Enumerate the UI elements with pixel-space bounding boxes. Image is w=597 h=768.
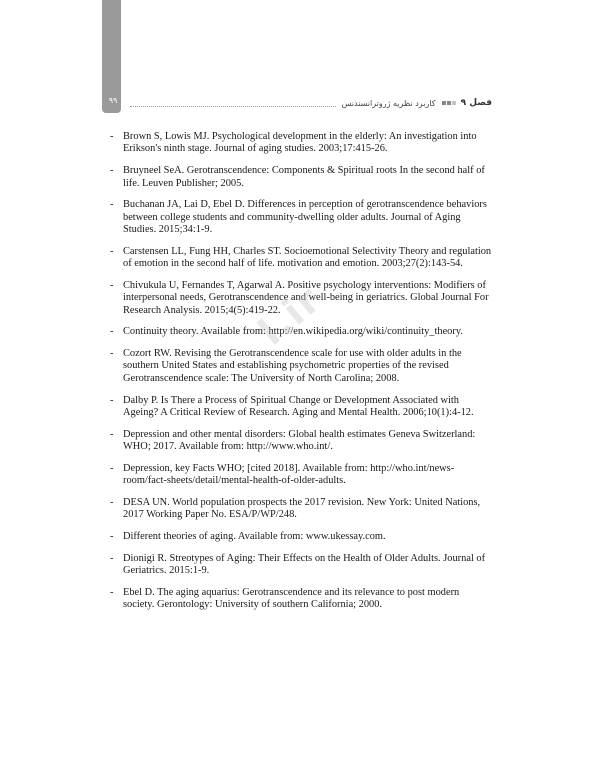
reference-item: [108, 429, 493, 454]
running-title: کاربرد نظریه ژروترانسندنس: [341, 98, 436, 108]
reference-text: DESA UN. World population prospects the 2017 revision. New York: United Nations, 2017 Working Paper No. ESA/P/WP/248.: [123, 496, 481, 521]
reference-item: [108, 531, 493, 543]
reference-text: Different theories of aging. Available from: www.ukessay.com.: [123, 531, 386, 543]
reference-text: Depression and other mental disorders: Global health estimates Geneva Switzerland: WHO; 2017. Available from: http://www.who.int/.: [123, 428, 476, 453]
reference-text: Dalby P. Is There a Process of Spiritual Change or Development Associated with Ageing? A Critical Review of Research. Aging and Mental Health. 2006;10(1):4-12.: [123, 394, 474, 418]
reference-item: [108, 326, 493, 338]
reference-item: [108, 199, 493, 236]
reference-item: [108, 131, 493, 156]
reference-bullet: -: [110, 428, 114, 440]
reference-item: [108, 497, 493, 522]
reference-item: [108, 165, 493, 190]
reference-bullet: -: [110, 131, 114, 142]
reference-text: Chivukula U, Fernandes T, Agarwal A. Positive psychology interventions: Modifiers of interpersonal needs, Gerotranscendence and well-being in geriatrics. Global Journal For Research Analysis. 2015;4(5):419-22.: [123, 279, 489, 316]
header-squares-icon: [441, 101, 456, 105]
reference-text: Buchanan JA, Lai D, Ebel D. Differences in perception of gerotranscendence behaviors between college students and community-dwelling older adults. Journal of Aging Studies. 2015;34:1-9.: [123, 199, 487, 236]
page-number: ۹۹: [108, 96, 118, 105]
reference-bullet: -: [110, 394, 114, 406]
reference-bullet: -: [110, 165, 114, 177]
reference-bullet: -: [110, 586, 114, 598]
reference-bullet: -: [110, 326, 114, 338]
chapter-label: فصل ۹: [460, 98, 492, 108]
reference-text: Brown S, Lowis MJ. Psychological development in the elderly: An investigation into Erikson's ninth stage. Journal of aging studies. 2003;17:415-26.: [123, 131, 477, 155]
reference-bullet: -: [110, 531, 114, 543]
running-header: [130, 95, 492, 111]
reference-item: [108, 587, 493, 612]
reference-item: [108, 463, 493, 488]
reference-bullet: -: [110, 199, 114, 211]
header-dotted-rule: [130, 100, 336, 107]
reference-text: Continuity theory. Available from: http://en.wikipedia.org/wiki/continuity_theory.: [123, 326, 463, 338]
reference-text: Bruyneel SeA. Gerotranscendence: Components & Spiritual roots In the second half of life. Leuven Publisher; 2005.: [123, 165, 485, 189]
reference-bullet: -: [110, 279, 114, 291]
reference-bullet: -: [110, 552, 114, 564]
reference-item: [108, 348, 493, 385]
reference-item: [108, 395, 493, 420]
reference-item: [108, 246, 493, 271]
reference-item: [108, 553, 493, 578]
watermark: l.ir: [250, 276, 330, 354]
reference-list: [108, 131, 493, 621]
reference-text: Dionigi R. Streotypes of Aging: Their Effects on the Health of Older Adults. Journal of Geriatrics. 2015:1-9.: [123, 552, 486, 577]
reference-text: Cozort RW. Revising the Gerotranscendence scale for use with older adults in the southern United States and establishing psychometric properties of the revised Gerotranscendence scale: The University of North Carolina; 2008.: [123, 348, 462, 384]
reference-bullet: -: [110, 245, 114, 257]
reference-text: Depression, key Facts WHO; [cited 2018]. Available from: http://who.int/news-room/fact-sheets/detail/mental-health-of-older-adults.: [123, 462, 455, 487]
reference-text: Carstensen LL, Fung HH, Charles ST. Socioemotional Selectivity Theory and regulation of emotion in the second half of life. motivation and emotion. 2003;27(2):143-54.: [123, 245, 492, 270]
reference-text: Ebel D. The aging aquarius: Gerotranscendence and its relevance to post modern society. Gerontology: University of southern California; 2000.: [123, 586, 460, 611]
reference-bullet: -: [110, 348, 114, 360]
reference-item: [108, 280, 493, 317]
reference-bullet: -: [110, 496, 114, 508]
reference-bullet: -: [110, 462, 114, 474]
